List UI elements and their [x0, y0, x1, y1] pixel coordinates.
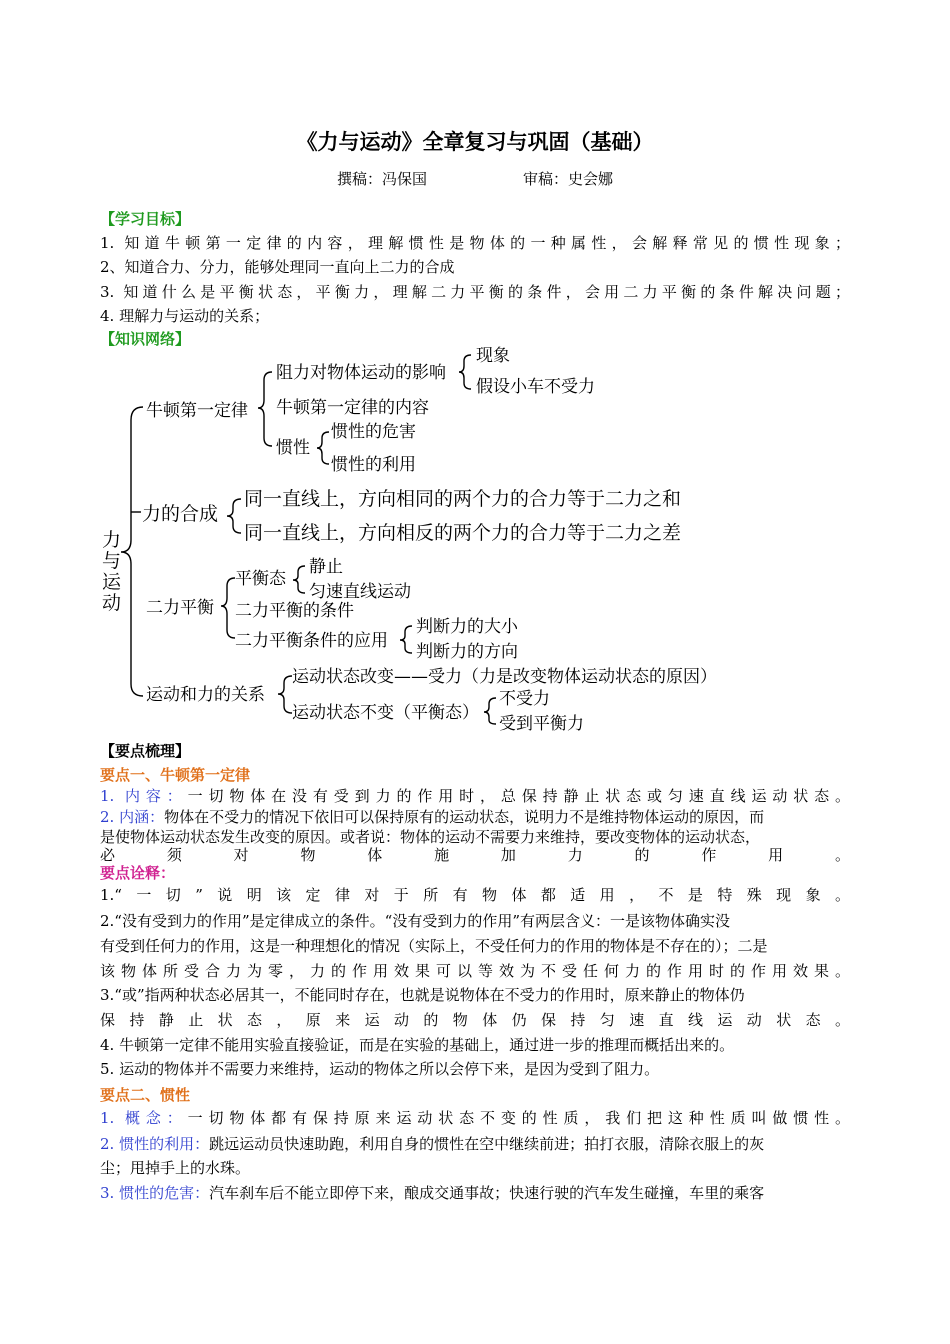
- objective-1: 1. 知道牛顿第一定律的内容，理解惯性是物体的一种属性，会解释常见的惯性现象；: [100, 234, 850, 252]
- brace-state: [293, 566, 305, 593]
- node-two-force-balance: 二力平衡: [146, 598, 214, 618]
- point2-concept-text: 一切物体都有保持原来运动状态不变的性质，我们把这种性质叫做惯性。: [187, 1109, 850, 1127]
- objective-4: 4. 理解力与运动的关系；: [100, 307, 270, 325]
- root-char-2: 与: [102, 550, 122, 572]
- point2-harm-text: 汽车刹车后不能立即停下来，酿成交通事故；快速行驶的汽车发生碰撞，车里的乘客: [209, 1184, 765, 1202]
- reviewer: 审稿：史会娜: [523, 170, 614, 188]
- point2-harm-label: 3. 惯性的危害：: [100, 1184, 210, 1202]
- node-balanced-forces: 受到平衡力: [499, 714, 584, 734]
- point1-line3: 是使物体运动状态发生改变的原因。或者说：物体的运动不需要力来维持，要改变物体的运动状态，: [100, 828, 761, 846]
- point2-concept-label: 1. 概念：: [100, 1109, 188, 1127]
- note-2c: 该物体所受合力为零，力的作用效果可以等效为不受任何力的作用时的作用效果。: [100, 962, 850, 980]
- node-same-direction: 同一直线上，方向相同的两个力的合力等于二力之和: [244, 488, 682, 510]
- brace-synthesis: [227, 499, 241, 533]
- objective-3: 3. 知道什么是平衡状态，平衡力，理解二力平衡的条件，会用二力平衡的条件解决问题；: [100, 283, 850, 301]
- node-inertia: 惯性: [276, 438, 310, 458]
- node-state-changed: 运动状态改变——受力（力是改变物体运动状态的原因）: [292, 667, 717, 687]
- root-brace: [121, 407, 143, 696]
- point1-content-text: 一切物体在没有受到力的作用时，总保持静止状态或匀速直线运动状态。: [187, 787, 850, 805]
- node-rest: 静止: [309, 557, 343, 577]
- node-judge-direction: 判断力的方向: [416, 642, 518, 662]
- brace-relation: [278, 676, 292, 713]
- point2-use-text: 跳远运动员快速助跑，利用自身的惯性在空中继续前进；拍打衣服，清除衣服上的灰: [209, 1135, 765, 1153]
- writer: 撰稿：冯保国: [336, 170, 427, 188]
- node-phenomenon: 现象: [476, 346, 510, 366]
- objectives-heading: 【学习目标】: [100, 210, 191, 228]
- node-law-content: 牛顿第一定律的内容: [276, 398, 429, 418]
- point2-use-cont: 尘；甩掉手上的水珠。: [100, 1159, 251, 1177]
- node-no-force: 不受力: [499, 689, 550, 709]
- root-char-4: 动: [102, 592, 122, 614]
- node-judge-magnitude: 判断力的大小: [416, 617, 518, 637]
- root-char-1: 力: [102, 529, 122, 551]
- node-balance-state: 平衡态: [235, 569, 286, 589]
- note-4: 4. 牛顿第一定律不能用实验直接验证，而是在实验的基础上，通过进一步的推理而概括出来的。: [100, 1036, 735, 1054]
- point1-notes-heading: 要点诠释：: [100, 864, 176, 882]
- point2-concept: [100, 1107, 850, 1129]
- brace-balance: [221, 578, 235, 638]
- point2-title: 要点二、惯性: [100, 1086, 191, 1104]
- brace-newton: [258, 372, 272, 446]
- note-2a: 2.“没有受到力的作用”是定律成立的条件。“没有受到力的作用”有两层含义：一是该物体确实没: [100, 912, 730, 930]
- brace-inertia: [317, 432, 329, 464]
- note-3a: 3.“或”指两种状态必居其一，不能同时存在，也就是说物体在不受力的作用时，原来静止的物体仍: [100, 986, 745, 1004]
- node-state-unchanged: 运动状态不变（平衡态）: [292, 703, 479, 723]
- point1-meaning-label: 2. 内涵：: [100, 808, 165, 826]
- page-title: 《力与运动》全章复习与巩固（基础）: [296, 129, 654, 154]
- point2-harm: [100, 1182, 850, 1204]
- note-5: 5. 运动的物体并不需要力来维持，运动的物体之所以会停下来，是因为受到了阻力。: [100, 1060, 660, 1078]
- node-balance-condition: 二力平衡的条件: [235, 601, 354, 621]
- brace-resist: [459, 355, 471, 389]
- note-2b: 有受到任何力的作用，这是一种理想化的情况（实际上，不受任何力的作用的物体是不存在的）；二是: [100, 937, 768, 955]
- node-assume-no-force: 假设小车不受力: [476, 377, 595, 397]
- note-3b: 保持静止状态，原来运动的物体仍保持匀速直线运动状态。: [100, 1011, 850, 1029]
- point1-line4: 必须对物体施加力的作用。: [100, 846, 850, 864]
- node-force-synthesis: 力的合成: [142, 503, 219, 525]
- point1-title: 要点一、牛顿第一定律: [100, 766, 251, 784]
- node-uniform-motion: 匀速直线运动: [309, 582, 411, 602]
- node-resistance-effect: 阻力对物体运动的影响: [276, 363, 446, 383]
- root-char-3: 运: [102, 571, 122, 593]
- keypoints-heading: 【要点梳理】: [100, 742, 191, 760]
- point1-content: [100, 785, 850, 807]
- node-newton-law: 牛顿第一定律: [146, 401, 248, 421]
- point2-use: [100, 1133, 850, 1155]
- objective-2: 2、知道合力、分力，能够处理同一直向上二力的合成: [100, 258, 455, 276]
- network-heading: 【知识网络】: [100, 330, 191, 348]
- node-motion-force-relation: 运动和力的关系: [146, 685, 265, 705]
- note-1: 1.“一切”说明该定律对于所有物体都适用，不是特殊现象。: [100, 886, 850, 904]
- point1-meaning-text: 物体在不受力的情况下依旧可以保持原有的运动状态，说明力不是维持物体运动的原因，而: [164, 808, 765, 826]
- point1-meaning: [100, 806, 850, 828]
- point1-content-label: 1. 内容：: [100, 787, 188, 805]
- brace-unchanged: [484, 698, 496, 724]
- node-inertia-use: 惯性的利用: [331, 455, 416, 475]
- point2-use-label: 2. 惯性的利用：: [100, 1135, 210, 1153]
- node-inertia-harm: 惯性的危害: [331, 422, 416, 442]
- node-opposite-direction: 同一直线上，方向相反的两个力的合力等于二力之差: [244, 522, 682, 544]
- node-condition-application: 二力平衡条件的应用: [235, 631, 388, 651]
- brace-apply: [400, 626, 412, 653]
